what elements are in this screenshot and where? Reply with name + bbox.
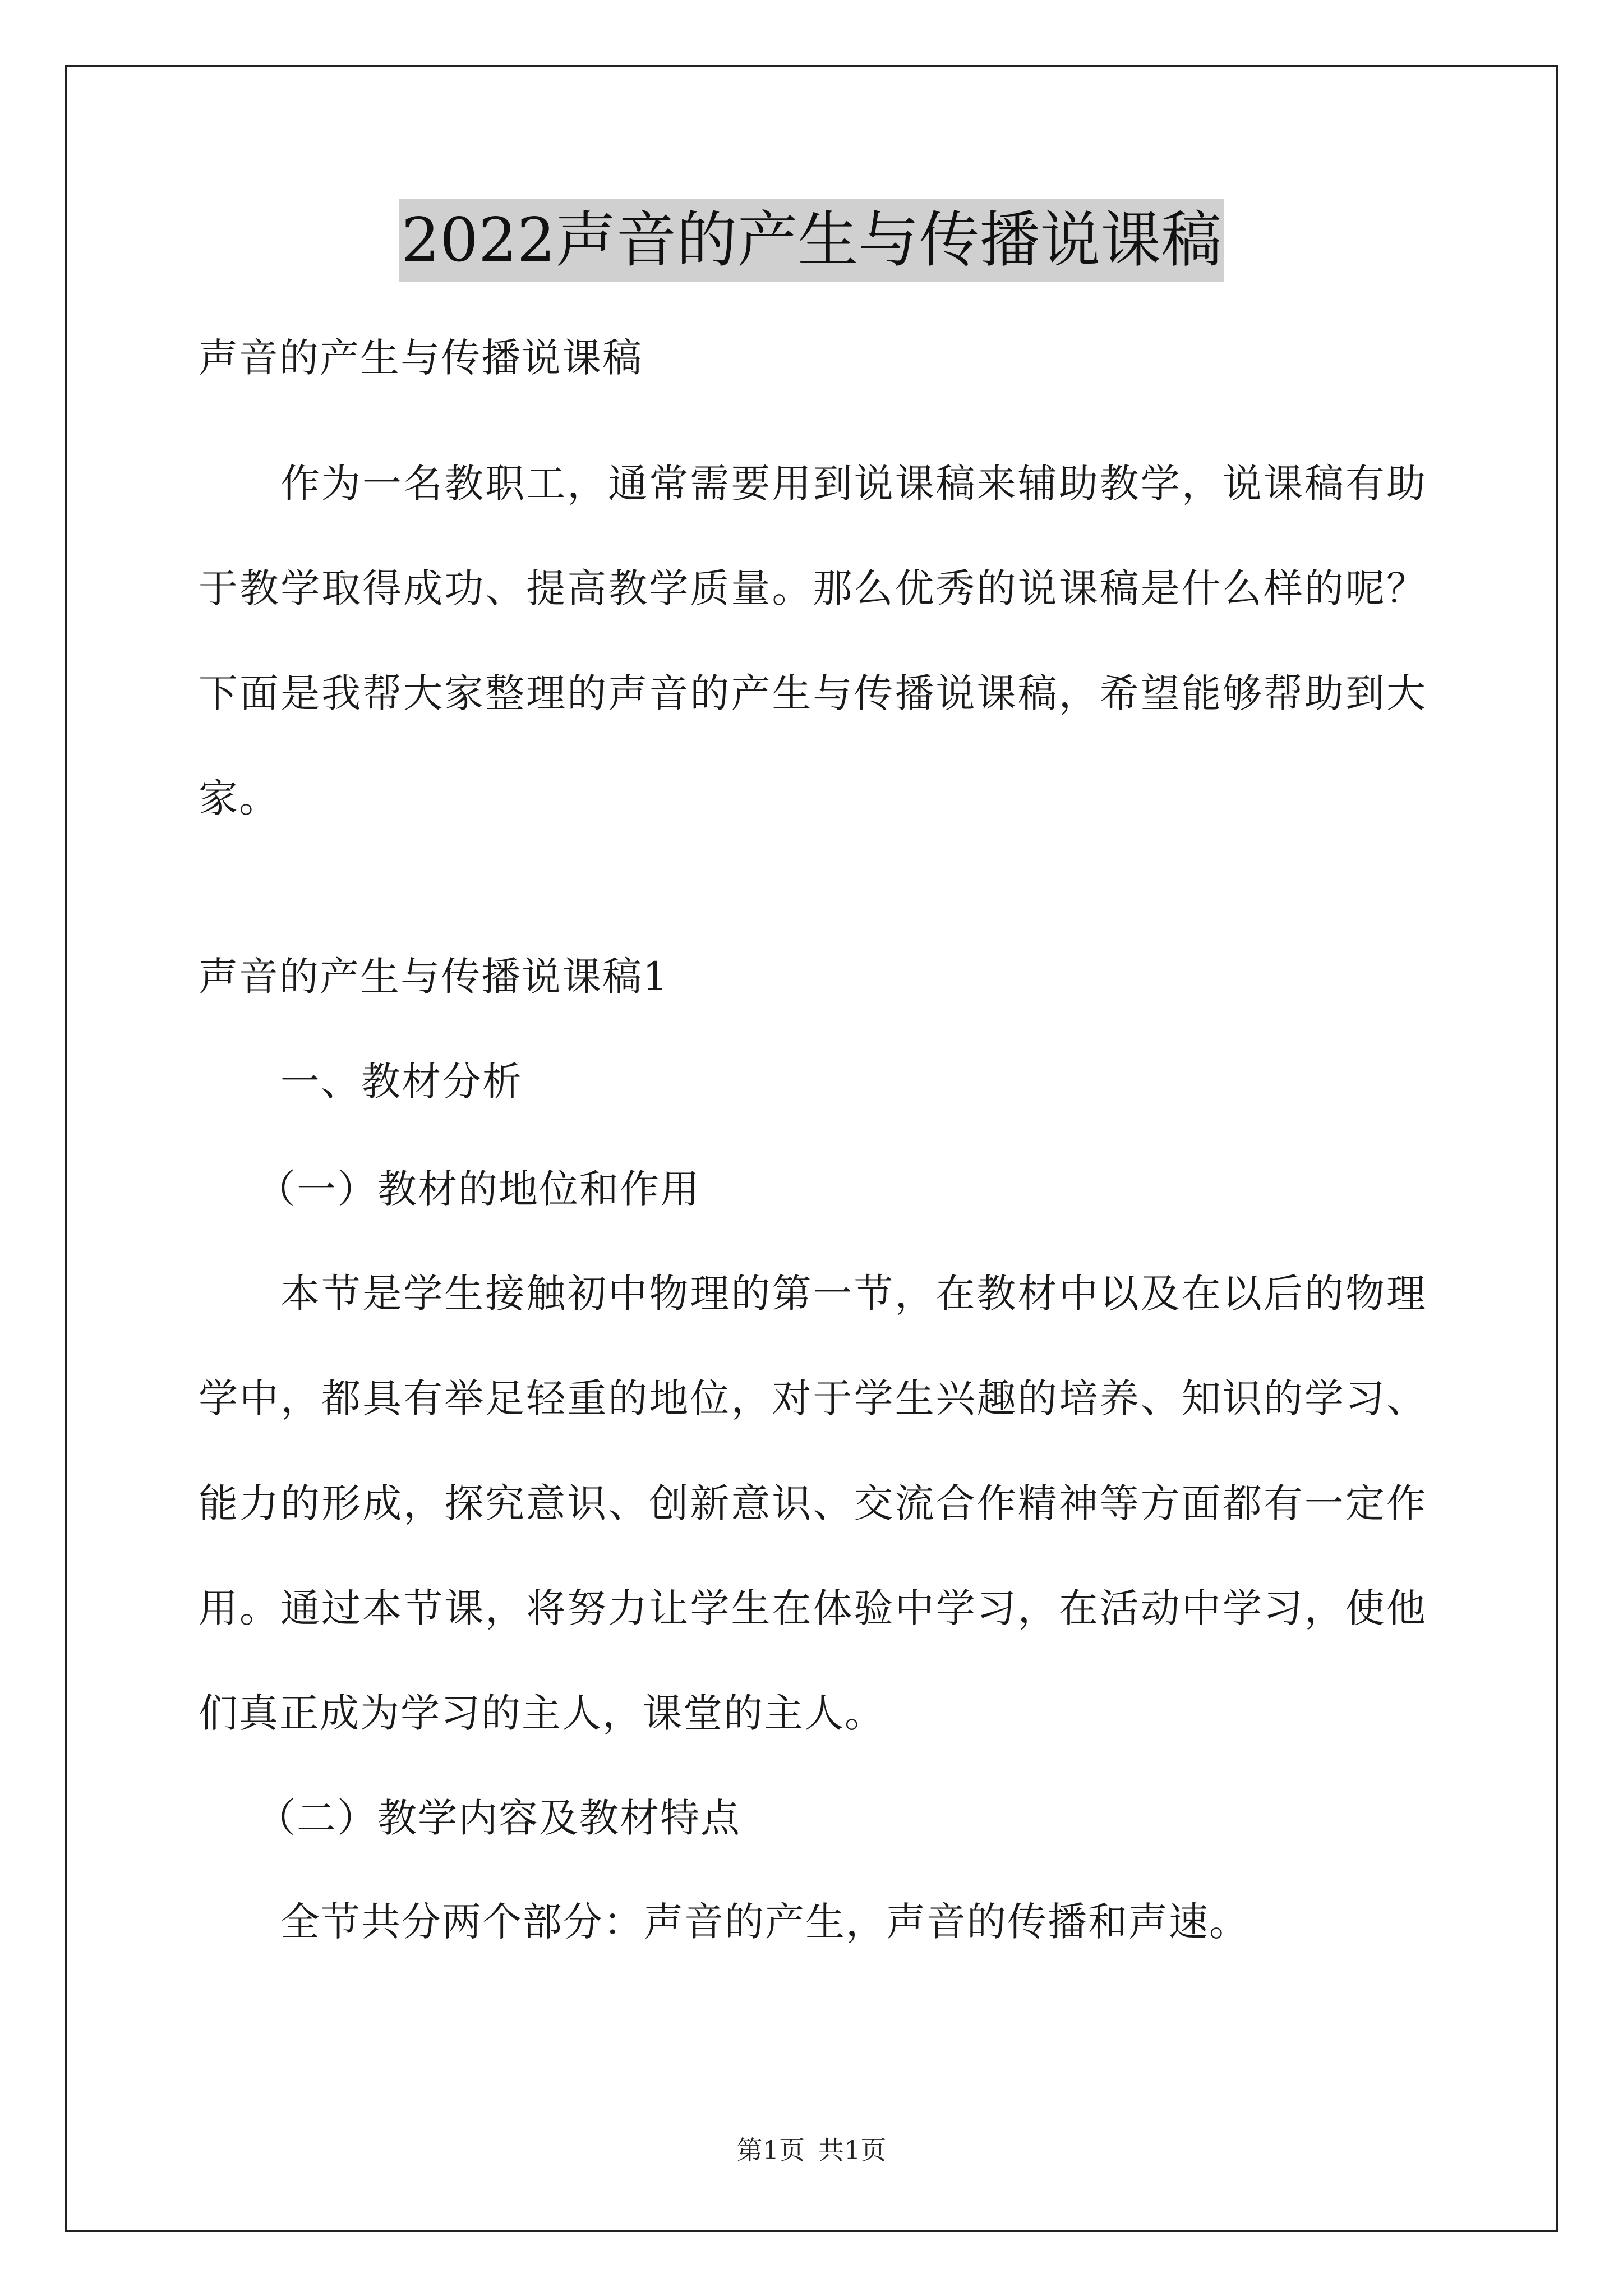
section-title: 声音的产生与传播说课稿1 bbox=[199, 954, 669, 1000]
paragraph-teaching-content: 全节共分两个部分：声音的产生，声音的传播和声速。 bbox=[280, 1899, 1249, 1945]
heading-teaching-content: （二）教学内容及教材特点 bbox=[256, 1795, 741, 1841]
page-number-total: 共1页 bbox=[818, 2135, 887, 2165]
page-number-current: 第1页 bbox=[736, 2135, 805, 2165]
document-body bbox=[199, 331, 1427, 1949]
title-wrap bbox=[0, 199, 1623, 282]
intro-paragraph: 作为一名教职工，通常需要用到说课稿来辅助教学，说课稿有助于教学取得成功、提高教学质量。那么优秀的说课稿是什么样的呢？下面是我帮大家整理的声音的产生与传播说课稿，希望能够帮助到大家。 bbox=[199, 461, 1427, 821]
heading-teaching-material-analysis: 一、教材分析 bbox=[280, 1059, 523, 1105]
paragraph-material-status: 本节是学生接触初中物理的第一节，在教材中以及在以后的物理学中，都具有举足轻重的地位，对于学生兴趣的培养、知识的学习、能力的形成，探究意识、创新意识、交流合作精神等方面都有一定作用。通过本节课，将努力让学生在体验中学习，在活动中学习，使他们真正成为学习的主人，课堂的主人。 bbox=[199, 1271, 1427, 1736]
document-title: 2022声音的产生与传播说课稿 bbox=[399, 199, 1224, 282]
heading-material-status: （一）教材的地位和作用 bbox=[256, 1166, 700, 1212]
document-subtitle: 声音的产生与传播说课稿 bbox=[199, 335, 643, 381]
page-footer bbox=[0, 2133, 1623, 2167]
